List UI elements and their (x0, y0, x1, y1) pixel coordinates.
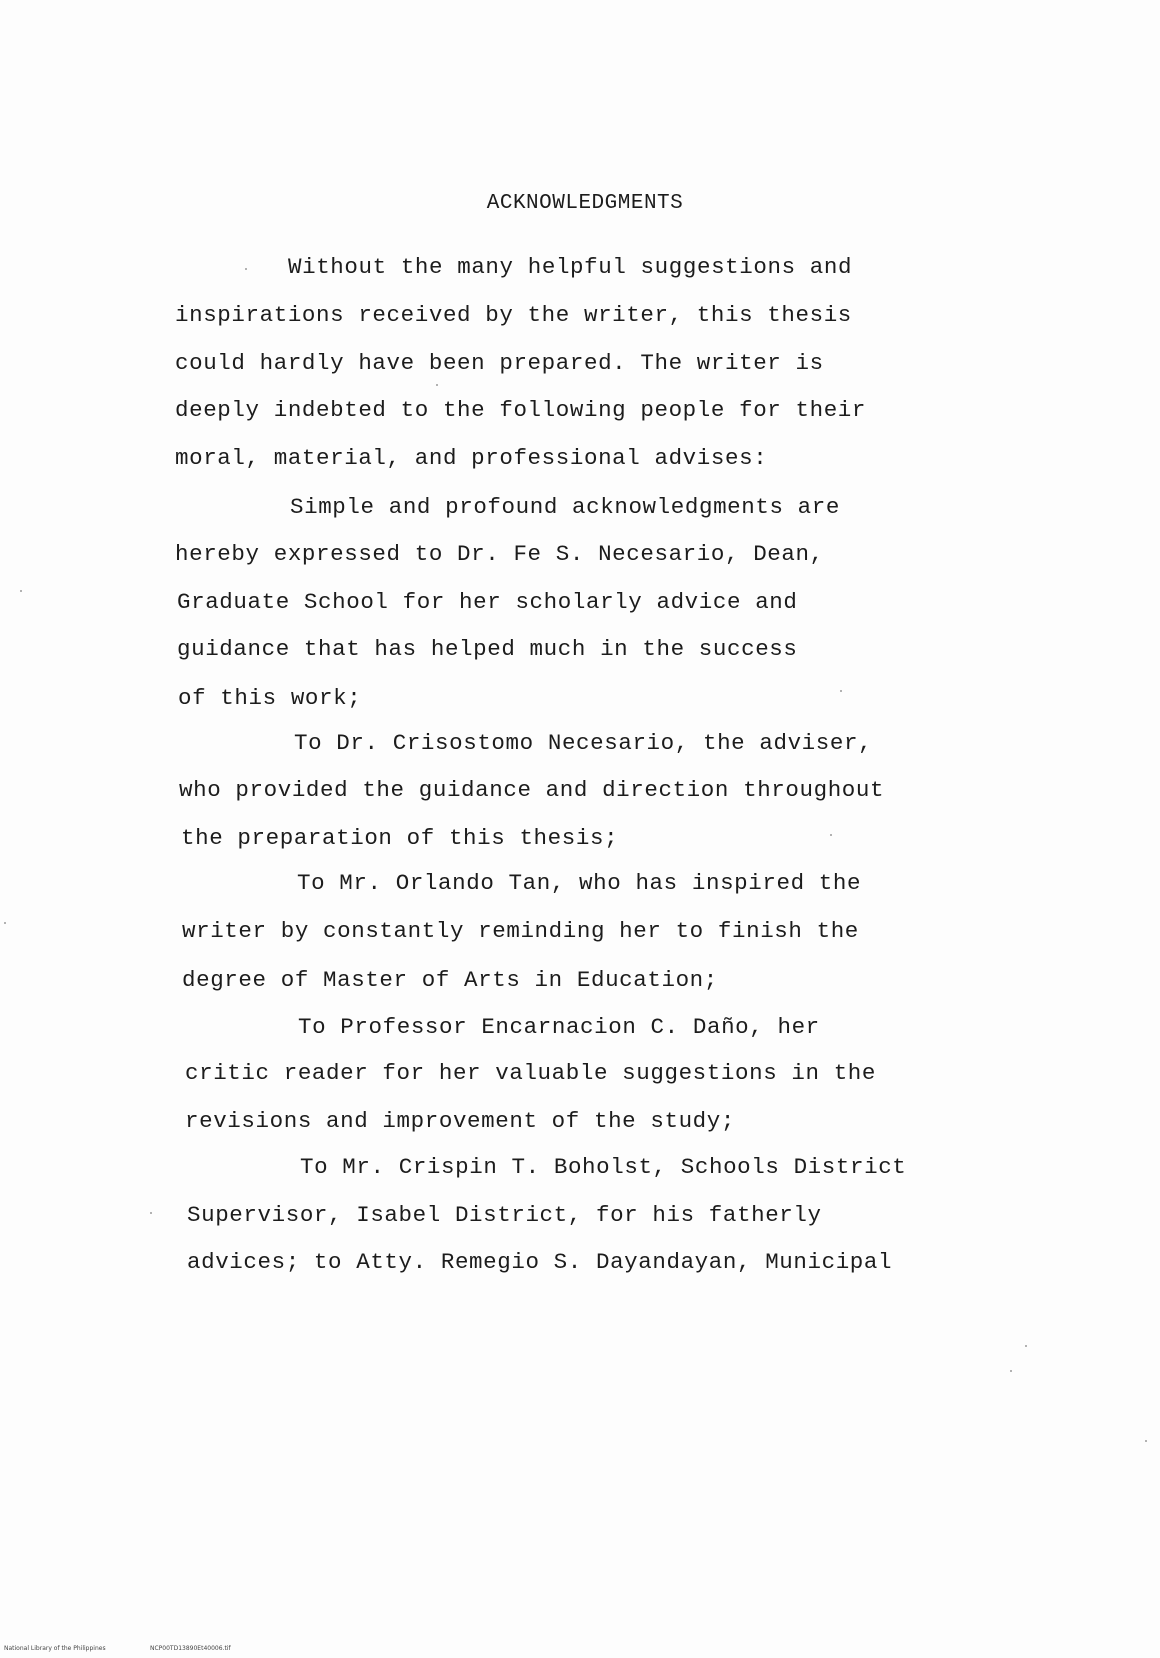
paragraph-line: Without the many helpful suggestions and (288, 254, 853, 280)
scan-speck (245, 268, 247, 270)
paragraph-line: Supervisor, Isabel District, for his fatherly (187, 1202, 822, 1228)
paragraph-line: inspirations received by the writer, this thesis (175, 302, 852, 328)
scan-speck (830, 834, 832, 836)
paragraph-line: moral, material, and professional advises: (175, 445, 768, 471)
paragraph-line: writer by constantly reminding her to finish the (182, 918, 859, 944)
file-identifier: NCP00TD13890Et40006.tif (150, 1645, 231, 1652)
scan-speck (436, 384, 438, 386)
scan-speck (1145, 1440, 1147, 1442)
scan-speck (1010, 1370, 1012, 1372)
scan-speck (840, 690, 842, 692)
paragraph-line: guidance that has helped much in the success (177, 636, 798, 662)
paragraph-line: could hardly have been prepared. The writer is (175, 350, 824, 376)
page-title: ACKNOWLEDGMENTS (486, 192, 684, 215)
paragraph-line: degree of Master of Arts in Education; (182, 967, 718, 993)
paragraph-line: Graduate School for her scholarly advice and (177, 589, 798, 615)
scan-speck (150, 1212, 152, 1214)
paragraph-line: hereby expressed to Dr. Fe S. Necesario, Dean, (175, 541, 824, 567)
paragraph-line: advices; to Atty. Remegio S. Dayandayan, Municipal (187, 1249, 893, 1275)
paragraph-line: To Mr. Orlando Tan, who has inspired the (297, 870, 862, 896)
library-credit: National Library of the Philippines (4, 1645, 106, 1652)
scan-speck (1025, 1345, 1027, 1347)
paragraph-line: To Dr. Crisostomo Necesario, the adviser, (294, 730, 873, 756)
paragraph-line: who provided the guidance and direction throughout (179, 777, 885, 803)
paragraph-line: To Professor Encarnacion C. Daño, her (298, 1014, 820, 1040)
paragraph-line: Simple and profound acknowledgments are (290, 494, 840, 520)
paragraph-line: the preparation of this thesis; (181, 825, 619, 851)
paragraph-line: critic reader for her valuable suggestions in the (185, 1060, 877, 1086)
paragraph-line: revisions and improvement of the study; (185, 1108, 735, 1134)
scan-speck (20, 590, 22, 592)
scan-speck (4, 922, 6, 924)
paragraph-line: of this work; (178, 685, 362, 711)
paragraph-line: deeply indebted to the following people for their (175, 397, 867, 423)
paragraph-line: To Mr. Crispin T. Boholst, Schools District (300, 1154, 907, 1180)
